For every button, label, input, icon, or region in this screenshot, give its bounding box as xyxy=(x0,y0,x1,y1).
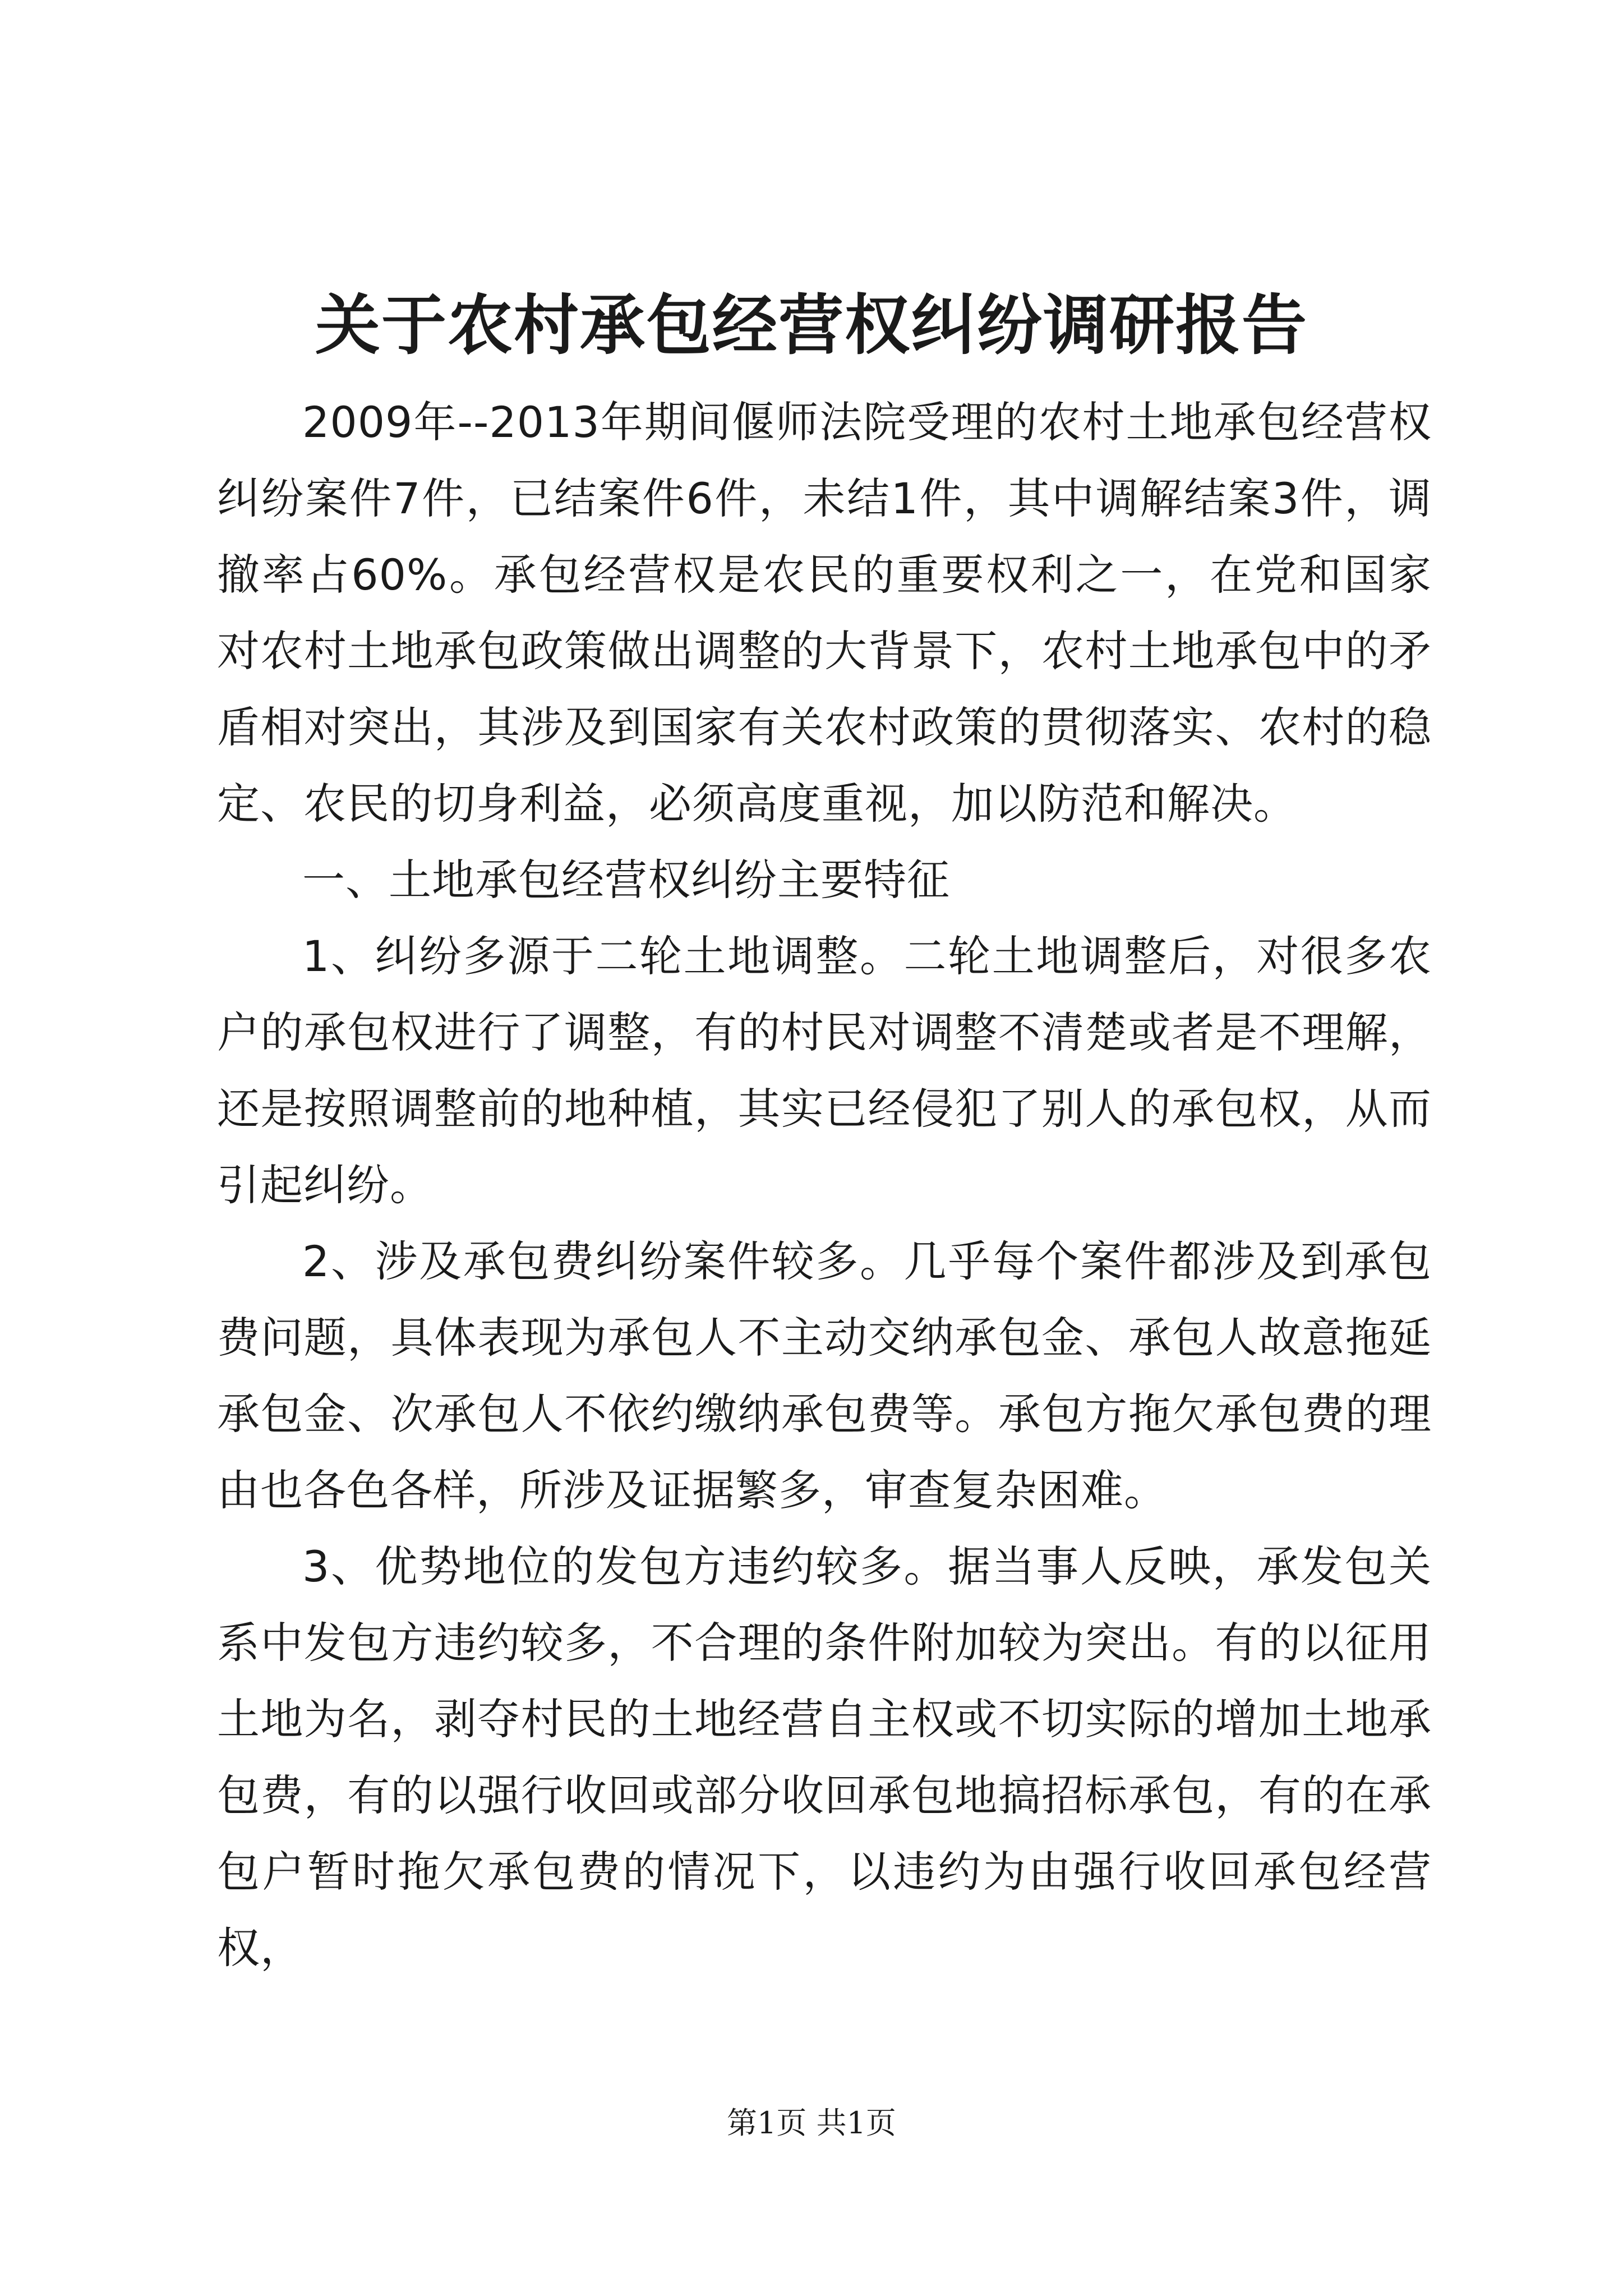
document-title: 关于农村承包经营权纠纷调研报告 xyxy=(315,287,1308,364)
document-body xyxy=(217,384,1432,1986)
paragraph-intro: 2009年--2013年期间偃师法院受理的农村土地承包经营权纠纷案件7件，已结案件6件，未结1件，其中调解结案3件，调撤率占60%。承包经营权是农民的重要权利之一，在党和国家对农村土地承包政策做出调整的大背景下，农村土地承包中的矛盾相对突出，其涉及到国家有关农村政策的贯彻落实、农村的稳定、农民的切身利益，必须高度重视，加以防范和解决。 xyxy=(217,397,1432,829)
page-number-footer: 第1页 共1页 xyxy=(727,2105,896,2141)
section-heading-1: 一、土地承包经营权纠纷主要特征 xyxy=(302,855,950,905)
paragraph-point-1: 1、纠纷多源于二轮土地调整。二轮土地调整后，对很多农户的承包权进行了调整，有的村民对调整不清楚或者是不理解，还是按照调整前的地种植，其实已经侵犯了别人的承包权，从而引起纠纷。 xyxy=(217,931,1432,1210)
paragraph-point-2: 2、涉及承包费纠纷案件较多。几乎每个案件都涉及到承包费问题，具体表现为承包人不主动交纳承包金、承包人故意拖延承包金、次承包人不依约缴纳承包费等。承包方拖欠承包费的理由也各色各样，所涉及证据繁多，审查复杂困难。 xyxy=(217,1236,1432,1515)
paragraph-point-3: 3、优势地位的发包方违约较多。据当事人反映，承发包关系中发包方违约较多，不合理的条件附加较为突出。有的以征用土地为名，剥夺村民的土地经营自主权或不切实际的增加土地承包费，有的以强行收回或部分收回承包地搞招标承包，有的在承包户暂时拖欠承包费的情况下，以违约为由强行收回承包经营权， xyxy=(217,1542,1432,1973)
